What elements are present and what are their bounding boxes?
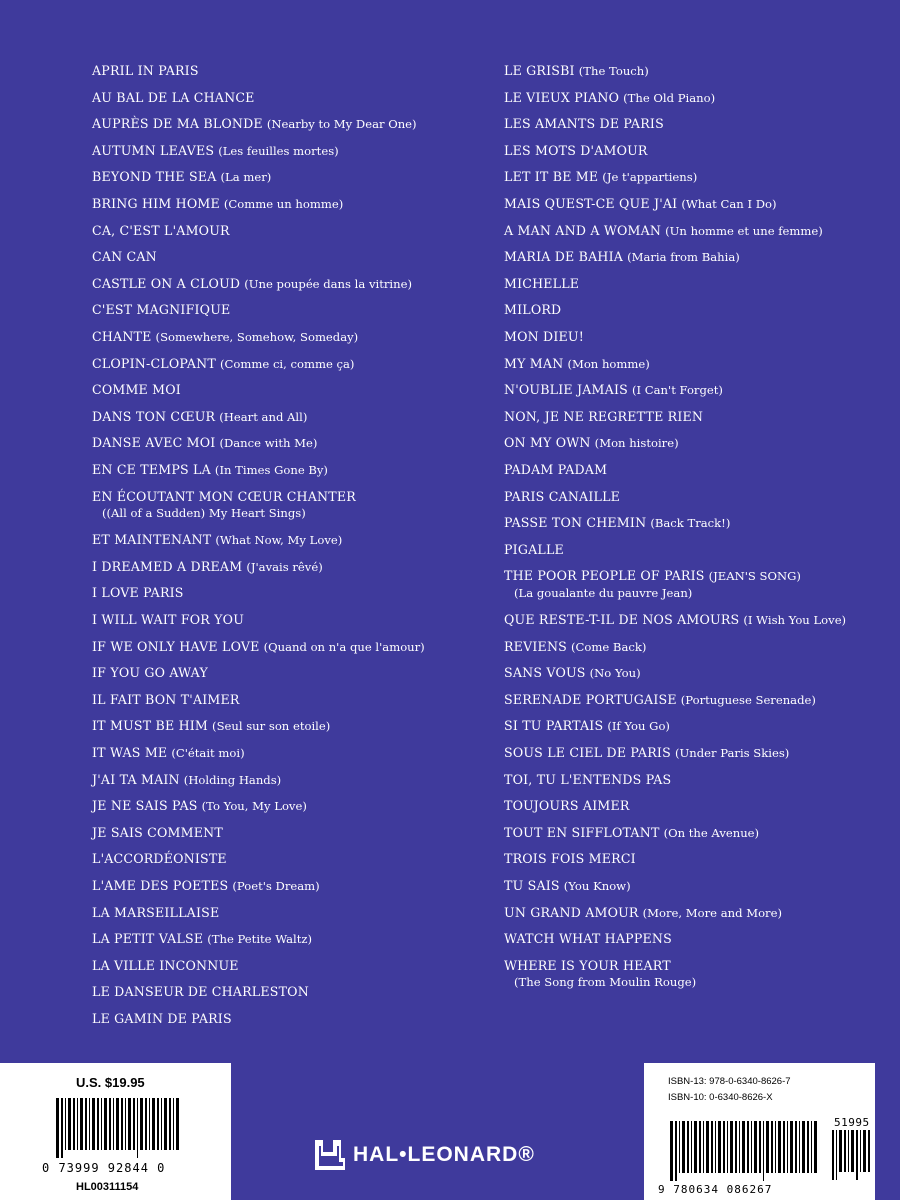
barcode-bar <box>77 1098 78 1150</box>
song-title-main: TROIS FOIS MERCI <box>504 851 636 867</box>
barcode-bar <box>778 1121 781 1173</box>
barcode-bar <box>751 1121 752 1173</box>
barcode-bar <box>137 1098 138 1158</box>
barcode-bar <box>754 1121 757 1173</box>
song-title-main: TU SAIS <box>504 877 560 893</box>
song-title <box>504 664 894 691</box>
song-title <box>504 301 894 328</box>
song-title-translation: (Je t'appartiens) <box>602 170 698 185</box>
song-title-main: LE GRISBI <box>504 63 575 78</box>
barcode-bar <box>149 1098 150 1150</box>
song-title-main: CAN CAN <box>92 249 157 265</box>
song-title <box>92 691 487 718</box>
song-title <box>92 248 487 275</box>
barcode-bar <box>125 1098 126 1150</box>
song-title-main: WATCH WHAT HAPPENS <box>504 931 672 947</box>
song-title-main: ET MAINTENANT <box>92 532 212 548</box>
song-title-translation: (Nearby to My Dear One) <box>266 117 417 132</box>
barcode-bar <box>145 1098 147 1150</box>
song-title-main: L'ACCORDÉONISTE <box>92 851 227 867</box>
song-title-main: LE GAMIN DE PARIS <box>92 1010 232 1026</box>
barcode-bar <box>735 1121 737 1173</box>
hl-code: HL00311154 <box>76 1181 139 1193</box>
song-title <box>504 514 894 541</box>
barcode-bar <box>173 1098 174 1150</box>
song-title-main: AU BAL DE LA CHANCE <box>92 89 255 105</box>
song-title-translation: (Mon homme) <box>567 356 650 371</box>
song-title-main: I LOVE PARIS <box>92 585 184 601</box>
barcode-bar <box>811 1121 812 1173</box>
ean-barcode <box>668 1121 818 1183</box>
song-title-translation: (On the Avenue) <box>663 825 760 840</box>
song-title <box>504 195 894 222</box>
song-title-main: JE SAIS COMMENT <box>92 824 223 840</box>
song-title <box>92 664 487 691</box>
song-title <box>92 381 487 408</box>
barcode-bar <box>161 1098 162 1150</box>
song-title-translation: (Somewhere, Somehow, Someday) <box>155 329 359 344</box>
barcode-bar <box>97 1098 99 1150</box>
barcode-bar <box>863 1130 866 1172</box>
song-title <box>92 797 487 824</box>
song-title <box>504 567 894 611</box>
barcode-bar <box>675 1121 677 1181</box>
barcode-bar <box>856 1130 858 1180</box>
barcode-bar <box>85 1098 87 1150</box>
song-title <box>92 488 487 532</box>
song-title <box>92 408 487 435</box>
song-title <box>92 717 487 744</box>
barcode-bar <box>836 1130 837 1180</box>
song-title-translation: (Maria from Bahia) <box>627 250 740 265</box>
song-title <box>504 877 894 904</box>
barcode-bar <box>807 1121 809 1173</box>
song-title <box>504 957 894 1001</box>
song-title <box>504 115 894 142</box>
ean5-barcode <box>830 1130 870 1182</box>
song-title-main: CLOPIN-CLOPANT <box>92 355 217 371</box>
barcode-bar <box>679 1121 680 1173</box>
upc-barcode <box>54 1098 180 1160</box>
isbn-13: ISBN-13: 978-0-6340-8626-7 <box>668 1076 791 1087</box>
barcode-bar <box>790 1121 793 1173</box>
song-title-main: CA, C'EST L'AMOUR <box>92 222 230 238</box>
barcode-bar <box>56 1098 59 1158</box>
song-title-translation: (You Know) <box>563 878 631 893</box>
song-title <box>92 744 487 771</box>
song-title <box>504 248 894 275</box>
barcode-bar <box>682 1121 685 1173</box>
barcode-bar <box>113 1098 114 1150</box>
song-title <box>504 408 894 435</box>
publisher-name: HAL•LEONARD® <box>353 1143 535 1166</box>
song-title-main: UN GRAND AMOUR <box>504 904 639 920</box>
barcode-bar <box>670 1121 673 1181</box>
song-title-main: L'AME DES POETES <box>92 877 229 893</box>
song-title-subtitle: ((All of a Sudden) My Heart Sings) <box>102 505 306 520</box>
song-title-translation: (Comme ci, comme ça) <box>220 356 355 371</box>
song-title <box>92 142 487 169</box>
song-title-main: IF WE ONLY HAVE LOVE <box>92 638 260 654</box>
song-list-right <box>504 62 894 1000</box>
isbn-10: ISBN-10: 0-6340-8626-X <box>668 1092 773 1103</box>
barcode-bar <box>116 1098 119 1150</box>
song-title <box>92 1010 487 1037</box>
song-title-main: BRING HIM HOME <box>92 195 220 211</box>
song-title-translation: (What Now, My Love) <box>215 533 343 548</box>
song-title-main: AUTUMN LEAVES <box>92 142 215 158</box>
song-title-translation: (Portuguese Serenade) <box>680 692 816 707</box>
song-title-translation: (The Touch) <box>578 64 649 78</box>
song-title-translation: (Come Back) <box>571 639 647 654</box>
barcode-bar <box>848 1130 849 1172</box>
song-title-translation: (Heart and All) <box>219 409 308 424</box>
song-title <box>504 328 894 355</box>
song-title-main: QUE RESTE-T-IL DE NOS AMOURS <box>504 611 740 627</box>
song-title <box>504 904 894 931</box>
song-title-main: J'AI TA MAIN <box>92 771 180 787</box>
song-title <box>92 983 487 1010</box>
song-title-main: MON DIEU! <box>504 328 584 344</box>
song-title-main: I DREAMED A DREAM <box>92 558 243 574</box>
song-title-main: COMME MOI <box>92 382 181 398</box>
song-title-main: BEYOND THE SEA <box>92 169 217 185</box>
song-title-translation: (In Times Gone By) <box>214 462 328 477</box>
song-title-subtitle: (The Song from Moulin Rouge) <box>514 974 697 989</box>
barcode-bar <box>771 1121 773 1173</box>
song-title-translation: (Un homme et une femme) <box>665 223 823 238</box>
song-title <box>92 195 487 222</box>
song-title-main: TOI, TU L'ENTENDS PAS <box>504 771 672 787</box>
song-title <box>92 930 487 957</box>
song-title <box>504 744 894 771</box>
song-title <box>92 275 487 302</box>
song-title-main: SANS VOUS <box>504 665 586 681</box>
song-title-main: IL FAIT BON T'AIMER <box>92 691 240 707</box>
song-title <box>504 717 894 744</box>
barcode-bar <box>868 1130 870 1172</box>
song-title-translation: (The Old Piano) <box>623 90 716 105</box>
song-title <box>504 797 894 824</box>
song-title <box>504 168 894 195</box>
song-title-main: DANS TON CŒUR <box>92 408 216 424</box>
barcode-bar <box>694 1121 697 1173</box>
song-title-main: IF YOU GO AWAY <box>92 665 208 681</box>
song-title-translation: (Holding Hands) <box>183 772 282 787</box>
song-title-subtitle: (La goualante du pauvre Jean) <box>514 586 693 601</box>
song-title-main: ON MY OWN <box>504 435 591 451</box>
song-title-main: MARIA DE BAHIA <box>504 249 624 265</box>
song-title-translation: (Seul sur son etoile) <box>212 719 331 734</box>
barcode-bar <box>80 1098 83 1150</box>
song-title-main: CASTLE ON A CLOUD <box>92 275 241 291</box>
song-title <box>92 115 487 142</box>
barcode-bar <box>783 1121 785 1173</box>
song-title <box>92 301 487 328</box>
barcode-bar <box>169 1098 171 1150</box>
song-title-translation: (What Can I Do) <box>681 196 777 211</box>
song-title <box>92 877 487 904</box>
song-title-main: APRIL IN PARIS <box>92 63 199 78</box>
barcode-bar <box>711 1121 713 1173</box>
barcode-bar <box>104 1098 107 1150</box>
barcode-bar <box>839 1130 842 1172</box>
publisher-logo <box>313 1138 535 1172</box>
song-title-translation: (Les feuilles mortes) <box>218 143 339 158</box>
song-title <box>92 222 487 249</box>
barcode-bar <box>706 1121 709 1173</box>
song-title <box>92 434 487 461</box>
song-title <box>92 89 487 116</box>
song-title <box>504 691 894 718</box>
hal-leonard-mark-icon <box>313 1138 347 1172</box>
song-list-left <box>92 62 487 1036</box>
song-title-main: LA PETIT VALSE <box>92 931 204 947</box>
song-title <box>92 328 487 355</box>
upc-number: 0 73999 92844 0 <box>42 1161 166 1175</box>
isbn-label-box <box>644 1063 875 1200</box>
song-title-translation: (J'avais rêvé) <box>246 559 323 574</box>
song-title-translation: (Poet's Dream) <box>232 878 320 893</box>
song-title-translation: (I Can't Forget) <box>631 383 723 398</box>
song-title <box>504 771 894 798</box>
song-title <box>92 771 487 798</box>
song-title <box>504 62 894 89</box>
barcode-bar <box>775 1121 776 1173</box>
song-title <box>504 275 894 302</box>
ean-number: 9 780634 086267 <box>658 1183 773 1196</box>
song-title <box>504 850 894 877</box>
barcode-bar <box>851 1130 854 1172</box>
song-title <box>504 638 894 665</box>
song-title-translation: (JEAN'S SONG) <box>708 569 801 584</box>
song-title <box>504 488 894 515</box>
song-title <box>92 62 487 89</box>
barcode-bar <box>109 1098 111 1150</box>
song-title-main: SOUS LE CIEL DE PARIS <box>504 744 671 760</box>
song-title <box>504 541 894 568</box>
barcode-bar <box>747 1121 749 1173</box>
barcode-bar <box>715 1121 716 1173</box>
song-title-main: TOUT EN SIFFLOTANT <box>504 824 660 840</box>
song-title-main: C'EST MAGNIFIQUE <box>92 302 231 318</box>
barcode-bar <box>61 1098 63 1158</box>
song-title-main: SI TU PARTAIS <box>504 718 604 734</box>
song-title-main: PARIS CANAILLE <box>504 488 621 504</box>
song-title-main: SERENADE PORTUGAISE <box>504 691 677 707</box>
song-title <box>504 222 894 249</box>
song-title <box>92 957 487 984</box>
song-title <box>504 930 894 957</box>
barcode-bar <box>121 1098 123 1150</box>
barcode-bar <box>742 1121 745 1173</box>
barcode-bar <box>860 1130 861 1172</box>
song-title-main: REVIENS <box>504 638 567 654</box>
barcode-bar <box>799 1121 800 1173</box>
song-title-translation: (C'était moi) <box>171 745 245 760</box>
song-title <box>504 824 894 851</box>
song-title-translation: (Une poupée dans la vitrine) <box>244 276 412 291</box>
song-title <box>504 89 894 116</box>
song-title-main: I WILL WAIT FOR YOU <box>92 611 245 627</box>
song-title <box>92 461 487 488</box>
song-title-main: LES AMANTS DE PARIS <box>504 116 664 132</box>
song-title-main: MAIS QUEST-CE QUE J'AI <box>504 195 678 211</box>
song-title-main: TOUJOURS AIMER <box>504 798 630 814</box>
song-title-translation: (Under Paris Skies) <box>674 745 790 760</box>
song-title <box>92 531 487 558</box>
song-title-translation: (Back Track!) <box>650 516 731 531</box>
song-title <box>92 611 487 638</box>
song-title-translation: (The Petite Waltz) <box>207 932 313 947</box>
song-title-main: JE NE SAIS PAS <box>92 798 198 814</box>
song-title-main: LE DANSEUR DE CHARLESTON <box>92 984 309 1000</box>
barcode-bar <box>787 1121 788 1173</box>
song-title-translation: (Quand on n'a que l'amour) <box>263 639 425 654</box>
song-title-main: PASSE TON CHEMIN <box>504 515 647 531</box>
song-title <box>92 558 487 585</box>
song-title-main: PADAM PADAM <box>504 461 608 477</box>
barcode-bar <box>766 1121 769 1173</box>
barcode-bar <box>832 1130 834 1180</box>
barcode-bar <box>718 1121 721 1173</box>
song-title-translation: (To You, My Love) <box>201 799 307 814</box>
song-title-main: LA MARSEILLAISE <box>92 904 220 920</box>
song-title-main: EN ÉCOUTANT MON CŒUR CHANTER <box>92 488 356 504</box>
song-title <box>504 142 894 169</box>
song-title-main: N'OUBLIE JAMAIS <box>504 382 628 398</box>
barcode-bar <box>723 1121 725 1173</box>
song-title-main: LA VILLE INCONNUE <box>92 957 239 973</box>
song-title-main: WHERE IS YOUR HEART <box>504 957 671 973</box>
song-title-main: IT MUST BE HIM <box>92 718 209 734</box>
song-title <box>92 850 487 877</box>
barcode-bar <box>759 1121 761 1173</box>
song-title-main: A MAN AND A WOMAN <box>504 222 662 238</box>
barcode-bar <box>699 1121 701 1173</box>
song-title <box>92 638 487 665</box>
song-title <box>92 824 487 851</box>
song-title-main: CHANTE <box>92 328 152 344</box>
barcode-bar <box>814 1121 817 1173</box>
barcode-bar <box>176 1098 179 1150</box>
song-title-main: MICHELLE <box>504 275 580 291</box>
barcode-bar <box>795 1121 797 1173</box>
song-title-main: PIGALLE <box>504 541 564 557</box>
song-title <box>92 904 487 931</box>
barcode-bar <box>140 1098 143 1150</box>
song-title-main: AUPRÈS DE MA BLONDE <box>92 116 263 132</box>
song-title-translation: (Dance with Me) <box>219 436 318 451</box>
song-title-main: LE VIEUX PIANO <box>504 89 620 105</box>
song-title <box>92 168 487 195</box>
barcode-bar <box>68 1098 71 1150</box>
song-title <box>504 611 894 638</box>
song-title-translation: (More, More and More) <box>642 905 782 920</box>
barcode-bar <box>730 1121 733 1173</box>
song-title-translation: (No You) <box>589 666 641 681</box>
barcode-bar <box>703 1121 704 1173</box>
song-title <box>504 381 894 408</box>
song-title-main: THE POOR PEOPLE OF PARIS <box>504 568 705 584</box>
barcode-bar <box>687 1121 689 1173</box>
song-title <box>92 355 487 382</box>
song-title <box>92 584 487 611</box>
song-title-translation: (I Wish You Love) <box>743 612 847 627</box>
song-title <box>504 355 894 382</box>
barcode-bar <box>157 1098 159 1150</box>
barcode-bar <box>727 1121 728 1173</box>
barcode-bar <box>739 1121 740 1173</box>
price: U.S. $19.95 <box>76 1075 145 1090</box>
song-title-main: IT WAS ME <box>92 744 168 760</box>
song-title-main: LES MOTS D'AMOUR <box>504 142 648 158</box>
barcode-bar <box>65 1098 66 1150</box>
barcode-bar <box>763 1121 764 1181</box>
barcode-bar <box>73 1098 75 1150</box>
song-title-main: MY MAN <box>504 355 564 371</box>
song-title-main: MILORD <box>504 302 562 318</box>
song-title-main: NON, JE NE REGRETTE RIEN <box>504 408 704 424</box>
ean5-number: 51995 <box>834 1116 870 1129</box>
song-title-main: EN CE TEMPS LA <box>92 461 211 477</box>
song-title-translation: (La mer) <box>220 170 272 185</box>
barcode-bar <box>92 1098 95 1150</box>
barcode-bar <box>133 1098 135 1150</box>
song-title <box>504 434 894 461</box>
barcode-bar <box>152 1098 155 1150</box>
barcode-bar <box>691 1121 692 1173</box>
barcode-bar <box>101 1098 102 1150</box>
song-title-translation: (Mon histoire) <box>594 436 679 451</box>
barcode-bar <box>844 1130 846 1172</box>
upc-label-box <box>0 1063 231 1200</box>
song-title-translation: (If You Go) <box>607 719 670 734</box>
song-title-main: LET IT BE ME <box>504 169 599 185</box>
song-title-main: DANSE AVEC MOI <box>92 435 216 451</box>
barcode-bar <box>89 1098 90 1150</box>
barcode-bar <box>164 1098 167 1150</box>
barcode-bar <box>802 1121 805 1173</box>
barcode-bar <box>128 1098 131 1150</box>
song-title <box>504 461 894 488</box>
song-title-translation: (Comme un homme) <box>223 196 344 211</box>
